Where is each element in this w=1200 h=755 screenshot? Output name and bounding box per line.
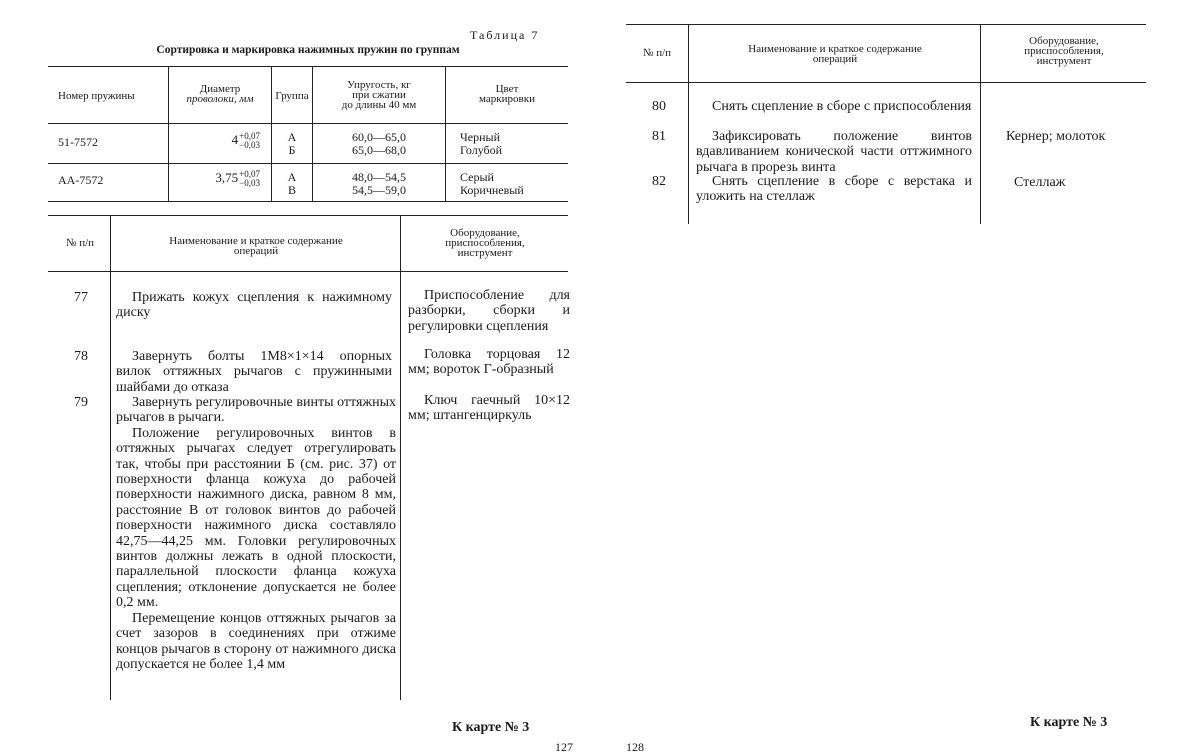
table-caption: Таблица 7: [470, 28, 540, 42]
ops-header-num: № п/п: [642, 47, 672, 59]
spring-number: АА-7572: [58, 173, 104, 187]
col-header-color: Цвет маркировки: [479, 83, 535, 105]
operation-number: 78: [74, 349, 88, 364]
operation-text: Завернуть регулировочные винты оттяжных рычагов в рычаги. Положение регулировочных винтов в оттяжных рычагах следует отрегулировать так, чтобы при расстоянии Б (см. рис. 37) от поверхности фланца кожуха до рабочей поверхности нажимного диска, равном 8 мм, расстояние В от головок винтов до рабочей поверхности нажимного диска составляло 42,75—44,25 мм. Головки регулировочных винтов должны лежать в одной плоскости, параллельной плоскости фланца кожуха сцепления; отклонение допускается не более 0,2 мм. Перемещение концов оттяжных рычагов за счет зазоров в соединениях при отжиме концов рычагов в сторону от нажимного диска допускается не более 1,4 мм: [116, 395, 396, 672]
elasticity-values: 48,0—54,5 54,5—59,0: [352, 170, 406, 197]
col-header-elasticity: Упругость, кг при сжатии до длины 40 мм: [341, 79, 417, 111]
wire-diameter: 3,75 +0,07 −0,03: [215, 169, 260, 189]
col-header-group: Группа: [275, 90, 309, 102]
operation-text: Снять сцепление в сборе с приспособления: [712, 99, 972, 114]
group-values: А В: [287, 170, 297, 197]
elasticity-values: 60,0—65,0 65,0—68,0: [352, 130, 406, 157]
operation-equipment: Стеллаж: [1014, 175, 1066, 190]
operation-number: 82: [652, 174, 666, 189]
ops-header-name: Наименование и краткое содержание операций: [748, 43, 922, 65]
operation-text: Снять сцепление в сборе с верстака и уложить на стеллаж: [696, 174, 972, 205]
operation-number: 79: [74, 395, 88, 410]
page-number: 127: [555, 740, 573, 754]
footer-card-ref: К карте № 3: [1030, 715, 1108, 730]
ops-header-num: № п/п: [65, 237, 95, 249]
operation-equipment: Приспособление для разборки, сборки и регулировки сцепления: [408, 288, 570, 334]
col-header-number: Номер пружины: [58, 90, 135, 102]
left-page: [0, 0, 600, 753]
operation-text: Завернуть болты 1М8×1×14 опорных вилок оттяжных рычагов с пружинными шайбами до отказа: [116, 349, 392, 395]
wire-diameter: 4 +0,07 −0,03: [231, 131, 260, 151]
group-values: А Б: [287, 130, 297, 157]
spring-number: 51-7572: [58, 135, 98, 149]
right-page: [600, 0, 1200, 753]
ops-header-name: Наименование и краткое содержание операций: [169, 235, 343, 257]
operation-number: 80: [652, 99, 666, 114]
page-number: 128: [626, 740, 644, 754]
table-title: Сортировка и маркировка нажимных пружин по группам: [156, 44, 460, 56]
ops-header-equipment: Оборудование, приспособления, инструмент: [445, 227, 525, 259]
operation-number: 77: [74, 290, 88, 305]
operation-text: Зафиксировать положение винтов вдавливанием конической части оттжимного рычага в прорезь винта: [696, 129, 972, 175]
ops-header-equipment: Оборудование, приспособления, инструмент: [1024, 35, 1104, 67]
col-header-diameter: Диаметр проволоки, мм: [186, 83, 254, 105]
operation-text: Прижать кожух сцепления к нажимному диску: [116, 290, 392, 321]
operation-equipment: Ключ гаечный 10×12 мм; штангенциркуль: [408, 393, 570, 424]
operation-number: 81: [652, 129, 666, 144]
color-values: Серый Коричневый: [460, 170, 524, 197]
operation-equipment: Головка торцовая 12 мм; вороток Г-образный: [408, 347, 570, 378]
color-values: Черный Голубой: [460, 130, 503, 157]
footer-card-ref: К карте № 3: [452, 720, 530, 735]
operation-equipment: Кернер; молоток: [1006, 129, 1106, 144]
